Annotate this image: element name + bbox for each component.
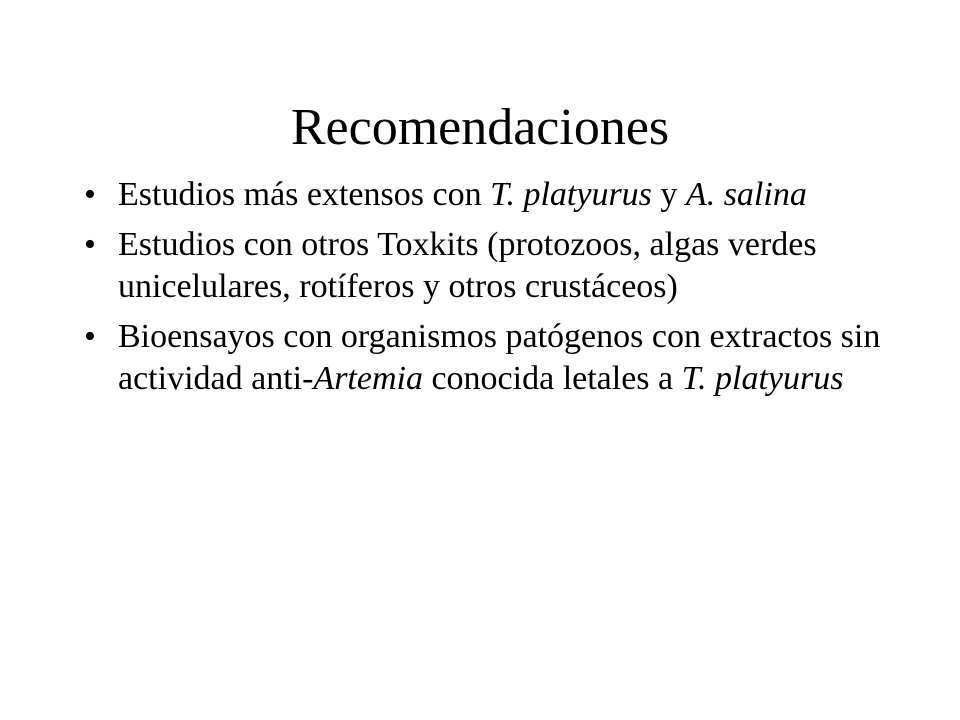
bullet-item <box>82 316 882 400</box>
bullet-list <box>82 174 882 408</box>
bullet-text <box>118 176 807 213</box>
bullet-item <box>82 174 882 216</box>
bullet-marker: • <box>84 226 96 263</box>
slide-title: Recomendaciones <box>290 99 670 156</box>
bullet-text <box>118 226 817 305</box>
bullet-text-part: conocida letales a <box>422 360 682 397</box>
bullet-marker: • <box>84 176 96 213</box>
bullet-marker: • <box>84 318 96 355</box>
bullet-text-part: Estudios más extensos con <box>118 176 491 213</box>
bullet-text <box>118 318 880 397</box>
bullet-item <box>82 224 882 308</box>
bullet-text-part: Bioensayos con organismos patógenos con extractos sin actividad anti- <box>118 318 881 397</box>
bullet-text-part: Estudios con otros Toxkits (protozoos, algas verdes unicelulares, rotíferos y otros crustáceos) <box>118 226 817 305</box>
species-name: T. platyurus <box>490 176 652 213</box>
species-name: Artemia <box>313 360 423 397</box>
bullet-text-part: y <box>651 176 686 213</box>
species-name: A. salina <box>685 176 807 213</box>
species-name: T. platyurus <box>681 360 844 397</box>
